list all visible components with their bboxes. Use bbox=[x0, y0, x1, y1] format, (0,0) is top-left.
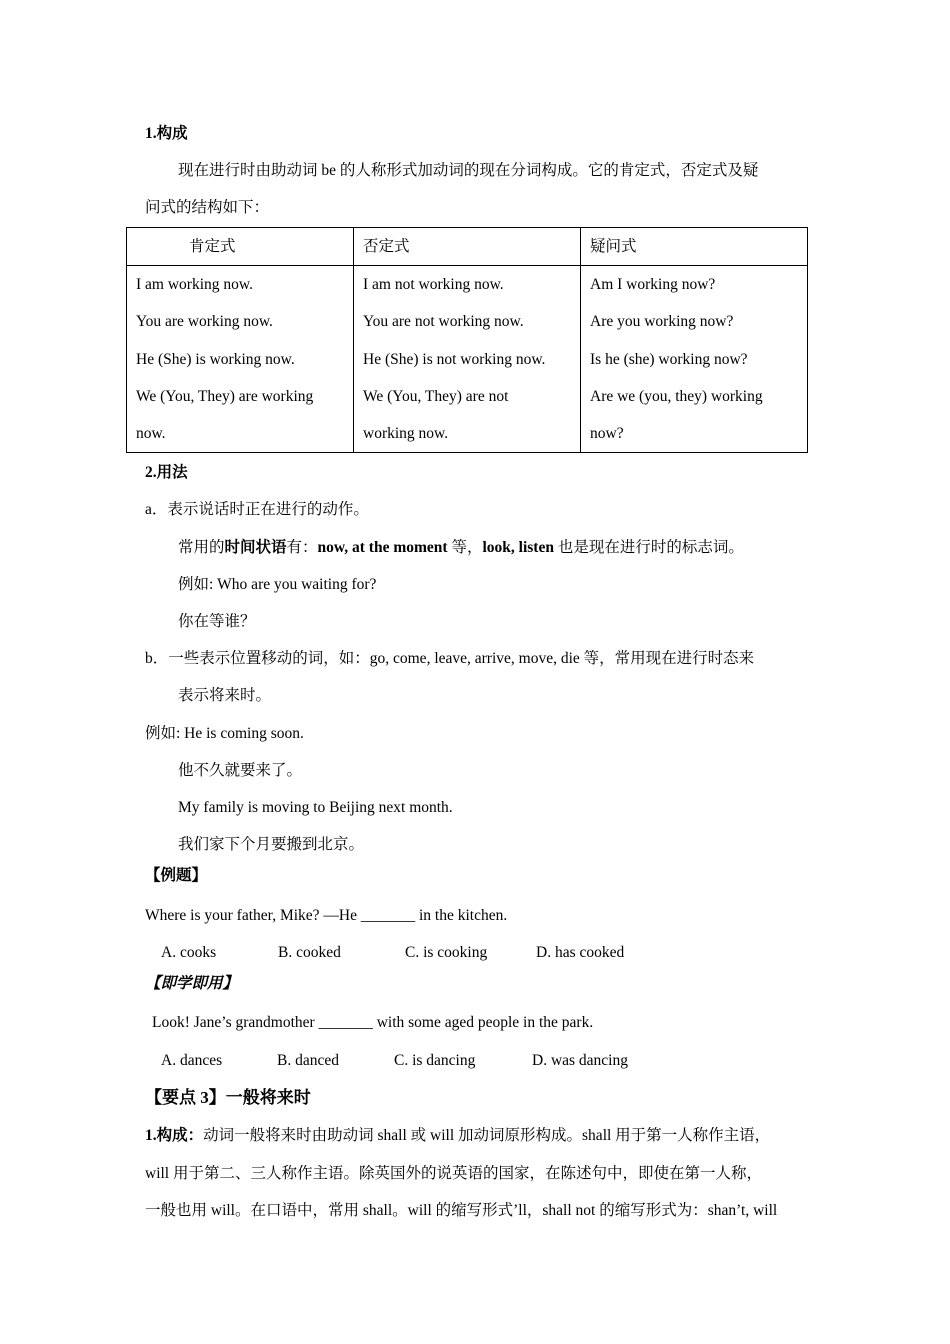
option-b: B. cooked bbox=[278, 944, 341, 961]
usage-b-line: 表示将来时。 bbox=[178, 687, 272, 704]
point3-line: will 用于第二、三人称作主语。除英国外的说英语的国家，在陈述句中，即使在第一人称， bbox=[145, 1165, 762, 1182]
example-chinese: 我们家下个月要搬到北京。 bbox=[178, 836, 365, 853]
example-heading: 【例题】 bbox=[145, 867, 208, 884]
option-b: B. danced bbox=[277, 1052, 339, 1069]
option-d: D. was dancing bbox=[532, 1052, 628, 1069]
table-line: now. bbox=[136, 425, 166, 443]
header-affirmative: 肯定式 bbox=[127, 228, 354, 266]
point3-line: 1.构成：动词一般将来时由助动词 shall 或 will 加动词原形构成。shall 用于第一人称作主语， bbox=[145, 1127, 771, 1144]
example-english: 例如: Who are you waiting for? bbox=[178, 576, 377, 593]
practice-heading: 【即学即用】 bbox=[145, 975, 239, 992]
structure-table bbox=[126, 227, 808, 453]
option-a: A. dances bbox=[161, 1052, 223, 1069]
example-question: Where is your father, Mike? —He _______ in the kitchen. bbox=[145, 907, 508, 924]
table-row bbox=[127, 266, 808, 453]
table-line: I am working now. bbox=[136, 276, 253, 293]
table-line: now? bbox=[590, 425, 624, 443]
table-line: Are you working now? bbox=[590, 313, 734, 331]
common-adverbials-line: 常用的时间状语有：now, at the moment 等，look, listen 也是现在进行时的标志词。 bbox=[178, 539, 744, 556]
practice-question: Look! Jane’s grandmother _______ with some aged people in the park. bbox=[152, 1014, 594, 1031]
example-english: 例如: He is coming soon. bbox=[145, 725, 304, 742]
table-header-row bbox=[127, 228, 808, 266]
example-chinese: 你在等谁？ bbox=[178, 613, 256, 630]
negative-cell bbox=[354, 266, 581, 453]
table-line: We (You, They) are not bbox=[363, 387, 509, 405]
paragraph-line: 问式的结构如下： bbox=[145, 199, 270, 216]
usage-a-label: a．表示说话时正在进行的动作。 bbox=[145, 501, 369, 518]
table-line: He (She) is working now. bbox=[136, 350, 295, 368]
point3-heading: 【要点 3】一般将来时 bbox=[145, 1088, 311, 1107]
example-chinese: 他不久就要来了。 bbox=[178, 762, 303, 779]
section-heading-usage: 2.用法 bbox=[145, 464, 188, 481]
usage-b-line: b．一些表示位置移动的词，如：go, come, leave, arrive, move, die 等，常用现在进行时态来 bbox=[145, 650, 755, 667]
header-negative: 否定式 bbox=[354, 228, 581, 266]
interrogative-cell bbox=[581, 266, 808, 453]
option-c: C. is cooking bbox=[405, 944, 488, 961]
section-heading-structure: 1.构成 bbox=[145, 125, 188, 142]
table-line: working now. bbox=[363, 425, 449, 443]
option-a: A. cooks bbox=[161, 944, 217, 961]
table-line: Is he (she) working now? bbox=[590, 350, 748, 368]
option-c: C. is dancing bbox=[394, 1052, 476, 1069]
paragraph-line: 现在进行时由助动词 be 的人称形式加动词的现在分词构成。它的肯定式，否定式及疑 bbox=[178, 162, 759, 179]
table-line: We (You, They) are working bbox=[136, 387, 314, 405]
table-line: You are working now. bbox=[136, 313, 273, 331]
table-line: You are not working now. bbox=[363, 313, 524, 331]
table-line: He (She) is not working now. bbox=[363, 350, 546, 368]
example-english: My family is moving to Beijing next month. bbox=[178, 799, 453, 816]
table-line: Are we (you, they) working bbox=[590, 387, 763, 405]
table-line: I am not working now. bbox=[363, 276, 504, 293]
table-line: Am I working now? bbox=[590, 276, 716, 293]
point3-line: 一般也用 will。在口语中，常用 shall。will 的缩写形式’ll，shall not 的缩写形式为：shan’t, will bbox=[145, 1202, 778, 1219]
header-interrogative: 疑问式 bbox=[581, 228, 808, 266]
option-d: D. has cooked bbox=[536, 944, 625, 961]
affirmative-cell bbox=[127, 266, 354, 453]
